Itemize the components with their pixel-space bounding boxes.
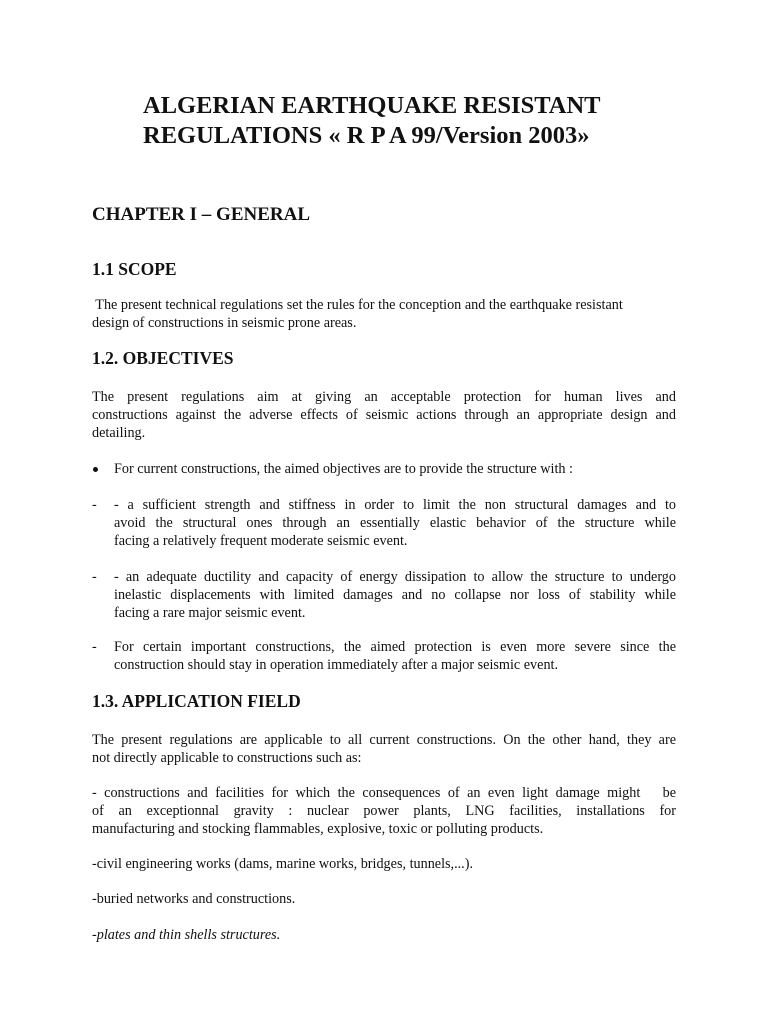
list-item xyxy=(92,460,676,478)
application-item: -plates and thin shells structures. xyxy=(92,927,281,943)
list-item xyxy=(92,568,676,622)
scope-line: design of constructions in seismic prone areas. xyxy=(92,315,357,331)
list-item xyxy=(92,638,676,674)
scope-paragraph xyxy=(92,296,676,332)
objectives-heading: 1.2. OBJECTIVES xyxy=(92,348,234,368)
dash-marker: - xyxy=(92,639,97,655)
list-item-line: - an adequate ductility and capacity of energy dissipation to allow the structure to undergo xyxy=(114,569,676,585)
application-intro xyxy=(92,731,676,767)
list-item-line: For certain important constructions, the aimed protection is even more severe since the xyxy=(114,639,676,655)
objectives-intro xyxy=(92,388,676,442)
application-heading: 1.3. APPLICATION FIELD xyxy=(92,691,301,711)
list-item-line: facing a relatively frequent moderate seismic event. xyxy=(114,533,408,549)
list-item-line: - a sufficient strength and stiffness in order to limit the non structural damages and to xyxy=(114,497,676,513)
scope-heading: 1.1 SCOPE xyxy=(92,259,177,279)
title-line-1: ALGERIAN EARTHQUAKE RESISTANT xyxy=(143,92,601,119)
application-item-line: - constructions and facilities for which the consequences of an even light damage might be xyxy=(92,785,676,801)
list-item-text xyxy=(114,638,676,674)
bullet-text: For current constructions, the aimed objectives are to provide the structure with : xyxy=(114,461,573,477)
application-item-line: manufacturing and stocking flammables, explosive, toxic or polluting products. xyxy=(92,821,544,837)
application-item: -civil engineering works (dams, marine works, bridges, tunnels,...). xyxy=(92,856,474,872)
list-item-line: construction should stay in operation immediately after a major seismic event. xyxy=(114,657,559,673)
list-item-line: avoid the structural ones through an essentially elastic behavior of the structure while xyxy=(114,515,676,531)
application-item xyxy=(92,784,676,838)
bullet-icon xyxy=(93,467,98,472)
list-item-text xyxy=(114,496,676,550)
list-item-line: facing a rare major seismic event. xyxy=(114,605,306,621)
chapter-heading: CHAPTER I – GENERAL xyxy=(92,204,310,225)
application-intro-line: not directly applicable to constructions such as: xyxy=(92,750,362,766)
title-line-2: REGULATIONS « R P A 99/Version 2003» xyxy=(143,122,590,149)
document-title xyxy=(143,91,703,151)
objectives-intro-line: detailing. xyxy=(92,425,146,441)
scope-line: The present technical regulations set the rules for the conception and the earthquake resistant xyxy=(92,297,623,313)
list-item-line: inelastic displacements with limited damages and no collapse nor loss of stability while xyxy=(114,587,676,603)
dash-marker: - xyxy=(92,497,97,513)
list-item-text xyxy=(114,568,676,622)
objectives-intro-line: The present regulations aim at giving an acceptable protection for human lives and xyxy=(92,389,676,405)
application-intro-line: The present regulations are applicable to all current constructions. On the other hand, they are xyxy=(92,732,676,748)
dash-marker: - xyxy=(92,569,97,585)
application-item: -buried networks and constructions. xyxy=(92,891,296,907)
application-item-line: of an exceptionnal gravity : nuclear power plants, LNG facilities, installations for xyxy=(92,803,676,819)
list-item xyxy=(92,496,676,550)
objectives-intro-line: constructions against the adverse effects of seismic actions through an appropriate design and xyxy=(92,407,676,423)
